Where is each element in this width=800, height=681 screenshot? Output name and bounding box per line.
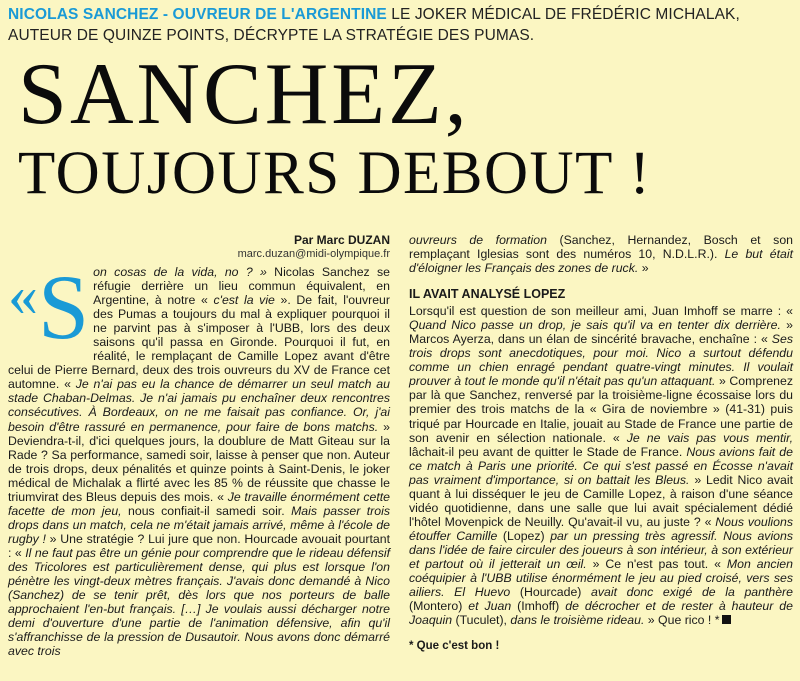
text-run: (Montero)	[409, 599, 469, 614]
article-column-left	[8, 233, 390, 658]
text-run: avait donc exigé de la panthère	[591, 585, 793, 600]
text-run: Lorsqu'il est question de son meilleur ami, Juan Imhoff se marre : «	[409, 304, 793, 319]
kicker-lead: NICOLAS SANCHEZ - OUVREUR DE L'ARGENTINE	[8, 6, 387, 23]
text-run: Nicolas Sanchez se réfugie derrière un lieu commun équivalent, en Argentine, à notre «	[93, 265, 391, 308]
text-run: Mon ancien coéquipier à l'UBB utilise énormément le jeu au pied croisé, vers ses ailiers. El Huevo	[409, 556, 793, 600]
article-text-right-top	[409, 233, 793, 275]
article-lead-paragraph	[8, 256, 391, 659]
drop-cap-quote: «	[8, 262, 38, 328]
article-section-paragraph	[409, 304, 793, 627]
headline-line-2: TOUJOURS DEBOUT !	[18, 140, 652, 207]
text-run: Mais passer trois drops dans un match, cela ne m'était jamais arrivé, même à l'école de rugby !	[8, 503, 390, 546]
text-run: (Imhoff)	[511, 599, 566, 614]
text-run: »	[638, 261, 649, 276]
text-run: » Marcos Ayerza, dans un élan de sincérité bravache, enchaîne : «	[409, 318, 793, 347]
drop-cap	[8, 256, 90, 358]
author-email[interactable]: marc.duzan@midi-olympique.fr	[237, 248, 390, 260]
text-run: » Comprenez par là que Sanchez, renversé par la troisième-ligne écossaise lors du premier des trois matchs de la « Gira de noviembre » (41-31) puis triqué par Hourcade en Italie, jouait au Stade de France une partie de son avenir en sélection nationale. «	[409, 374, 793, 445]
text-run: Ses trois drops sont anecdotiques, pour moi. Nico a surtout défendu comme un chien enragé pendant quatre-vingt minutes. Il voulait prouver à tout le monde qu'il n'était pas qu'un attaquant.	[409, 332, 793, 389]
footnote: * Que c'est bon !	[409, 640, 500, 653]
text-run: dans le troisième rideau.	[510, 613, 645, 628]
headline	[18, 46, 788, 207]
drop-cap-letter: S	[38, 256, 90, 358]
text-run: (Lopez)	[497, 528, 551, 543]
text-run: Je ne vais pas vous mentir,	[626, 430, 793, 445]
text-run: par un pressing très agressif. Nous avions dans l'idée de faire circuler des joueurs à son intérieur, à son extérieur et partout où il jetterait un œil.	[409, 528, 793, 571]
article-text-right-bottom	[409, 304, 793, 627]
text-run: nous confiait-il samedi soir.	[121, 503, 292, 518]
article-continuation	[409, 233, 793, 275]
text-run: » Ledit Nico avait quant à lui disséquer le jeu de Camille Lopez, à raison d'une séance vidéo quotidienne, dans une salle que lui avait spécialement dédié l'hôtel Movenpick de Neuilly. Qu'avait-il vu, au juste ? «	[409, 472, 794, 529]
headline-line-1: SANCHEZ,	[18, 46, 470, 143]
text-run: (Tuculet),	[452, 613, 511, 628]
kicker	[8, 4, 788, 46]
article-column-right	[409, 233, 793, 653]
text-run: Nous voulions étouffer Camille	[409, 514, 793, 543]
text-run: et Juan	[468, 599, 512, 614]
text-run: ouvreurs de formation	[409, 233, 547, 247]
text-run: » Que rico ! *	[644, 613, 720, 628]
text-run: Il ne faut pas être un génie pour comprendre que le rideau défensif des Tricolores est particulièrement dense, qui plus est lorsque l'on pénètre les vingt-deux mètres français. J'avais donc demandé à Nico (Sanchez) de se tenir prêt, dès lors que nos porteurs de balle approchaient l'en-but français. […] Je voulais aussi décharger notre demi d'ouverture d'une partie de l'animation défensive, afin qu'il s'affranchisse de la pression de Dusautoir. Nous avons donc démarré avec trois	[8, 545, 390, 659]
text-run: » Ce n'est pas tout. «	[586, 556, 727, 571]
text-run: » Une stratégie ? Lui jure que non. Hourcade avouait pourtant : «	[8, 531, 391, 560]
text-run: lâchait-il peu avant de quitter le Stade de France.	[409, 444, 687, 459]
text-run: (Sanchez, Hernandez, Bosch et son remplaçant Iglesias sont des numéros 10, N.D.L.R.).	[409, 233, 793, 262]
text-run: ». De fait, l'ouvreur des Pumas a toujours du mal à expliquer pourquoi il ne parvint pas à s'imposer à l'UBB, lors des deux saisons qu'il passa en Gironde. Pourquoi il fut, en réalité, le remplaçant de Camille Lopez avant d'être celui de Pierre Bernard, deux des trois ouvreurs du XV de France cet automne. «	[8, 293, 390, 392]
text-run: on cosas de la vida, no ? »	[93, 265, 267, 279]
text-run: Nous avions fait de ce match à Paris une priorité. Ce qui s'est passé en Écosse n'avait pas vraiment d'importance, si on battait les Bleus.	[409, 444, 793, 487]
text-run: Je n'ai pas eu la chance de démarrer un seul match au stade Chaban-Delmas. Je n'ai jamais pu enchaîner deux rencontres consécutives. À Bordeaux, on ne me faisait pas confiance. Or, j'ai besoin d'être rassuré en permanence, pour faire de bons matchs.	[8, 377, 390, 434]
text-run: c'est la vie	[213, 293, 275, 308]
author-name: Par Marc DUZAN	[293, 233, 390, 247]
text-run: de décrocher et de rester à hauteur de Joaquin	[409, 599, 793, 628]
text-run: (Hourcade)	[510, 585, 592, 600]
section-subhead: IL AVAIT ANALYSÉ LOPEZ	[409, 287, 566, 302]
text-run: Le but était d'éloigner les Français des zones de ruck.	[409, 247, 793, 276]
text-run: Quand Nico passe un drop, je sais qu'il va en tenter dix derrière.	[409, 318, 781, 333]
text-run: Je travaille énormément cette facette de mon jeu,	[8, 489, 390, 518]
kicker-text: LE JOKER MÉDICAL DE FRÉDÉRIC MICHALAK, AUTEUR DE QUINZE POINTS, DÉCRYPTE LA STRATÉGIE DES PUMAS.	[8, 6, 740, 44]
end-mark	[722, 615, 731, 624]
text-run: » Deviendra-t-il, d'ici quelques jours, la doublure de Matt Giteau sur la Rade ? Sa performance, samedi soir, laisse à penser que non. Auteur de trois drops, deux pénalités et quinze points à Saint-Denis, le joker médical de Michalak a flirté avec les 85 % de réussite que chasse le triumvirat des Bleus depuis des mois. «	[8, 419, 390, 504]
